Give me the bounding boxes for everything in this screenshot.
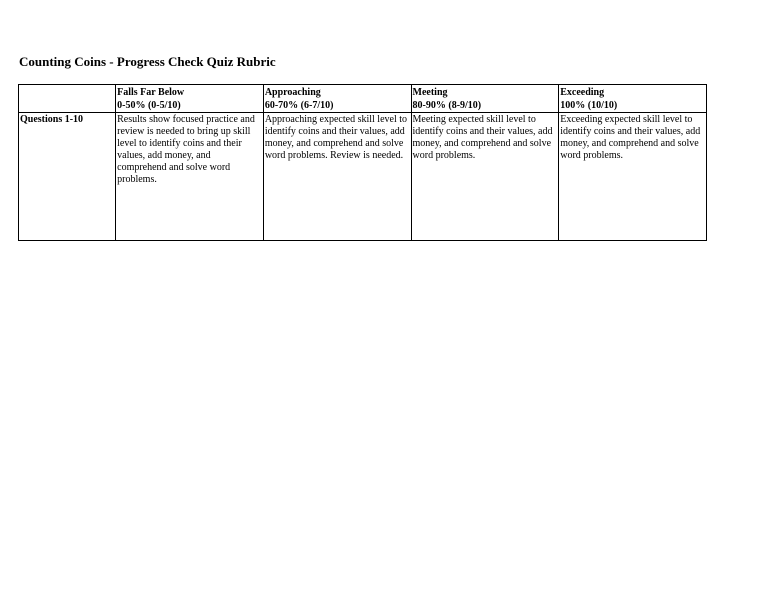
rubric-questions-row [19, 113, 707, 241]
rubric-header-row [19, 85, 707, 113]
level-name: Falls Far Below [117, 87, 185, 98]
description-cell-falls-far-below [116, 113, 264, 241]
row-label: Questions 1-10 [20, 114, 84, 125]
level-name: Approaching [264, 87, 321, 98]
page-title: Counting Coins - Progress Check Quiz Rubric [19, 54, 276, 69]
level-range: 80-90% (8-9/10) [412, 100, 482, 111]
row-label-cell [19, 113, 116, 241]
level-range: 100% (10/10) [560, 100, 618, 111]
header-cell-meeting [411, 85, 559, 113]
header-cell-approaching [263, 85, 411, 113]
level-range: 0-50% (0-5/10) [117, 100, 181, 111]
rubric-table [18, 84, 707, 241]
level-name: Meeting [412, 87, 448, 98]
description-cell-exceeding [559, 113, 707, 241]
description-cell-meeting [411, 113, 559, 241]
header-empty-cell [19, 85, 116, 113]
level-description: Exceeding expected skill level to identify coins and their values, add money, and comprehend and solve word problems. [560, 114, 701, 161]
header-cell-falls-far-below [116, 85, 264, 113]
level-range: 60-70% (6-7/10) [264, 100, 334, 111]
description-cell-approaching [263, 113, 411, 241]
level-description: Results show focused practice and review is needed to bring up skill level to identify coins and their values, add money, and comprehend and solve word problems. [117, 114, 255, 185]
level-description: Approaching expected skill level to identify coins and their values, add money, and comprehend and solve word problems. Review is needed. [264, 114, 408, 161]
level-name: Exceeding [560, 87, 605, 98]
header-cell-exceeding [559, 85, 707, 113]
level-description: Meeting expected skill level to identify coins and their values, add money, and comprehend and solve word problems. [412, 114, 553, 161]
